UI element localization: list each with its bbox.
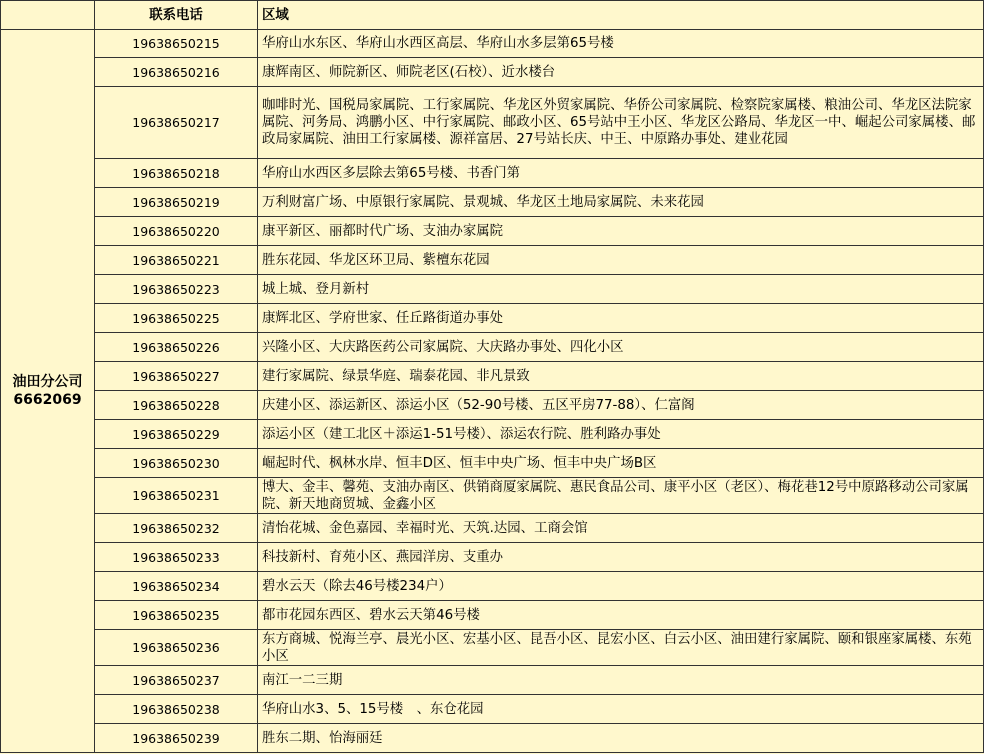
area-cell: 康平新区、丽都时代广场、支油办家属院 xyxy=(258,217,984,246)
phone-cell: 19638650234 xyxy=(95,572,258,601)
area-cell: 兴隆小区、大庆路医药公司家属院、大庆路办事处、四化小区 xyxy=(258,333,984,362)
area-cell: 清怡花城、金色嘉园、幸福时光、天筑.达园、工商会馆 xyxy=(258,514,984,543)
table-row xyxy=(1,275,984,304)
area-cell: 万利财富广场、中原银行家属院、景观城、华龙区土地局家属院、未来花园 xyxy=(258,188,984,217)
area-cell: 咖啡时光、国税局家属院、工行家属院、华龙区外贸家属院、华侨公司家属院、检察院家属楼、粮油公司、华龙区法院家属院、河务局、鸿鹏小区、中行家属院、邮政小区、65号站中王小区、华龙区公路局、华龙区一中、崛起公司家属楼、邮政局家属院、油田工行家属楼、源祥富居、27号站长庆、中王、中原路办事处、建业花园 xyxy=(258,87,984,159)
phone-cell: 19638650235 xyxy=(95,601,258,630)
area-cell: 庆建小区、添运新区、添运小区（52-90号楼、五区平房77-88）、仁富阁 xyxy=(258,391,984,420)
phone-cell: 19638650229 xyxy=(95,420,258,449)
area-cell: 科技新村、育苑小区、燕园洋房、支重办 xyxy=(258,543,984,572)
phone-cell: 19638650226 xyxy=(95,333,258,362)
header-phone: 联系电话 xyxy=(95,1,258,30)
area-cell: 都市花园东西区、碧水云天第46号楼 xyxy=(258,601,984,630)
phone-cell: 19638650231 xyxy=(95,478,258,514)
phone-cell: 19638650225 xyxy=(95,304,258,333)
area-cell: 胜东二期、怡海丽廷 xyxy=(258,724,984,753)
table-row xyxy=(1,478,984,514)
header-company-cell xyxy=(1,1,95,30)
area-cell: 华府山水东区、华府山水西区高层、华府山水多层第65号楼 xyxy=(258,30,984,58)
phone-cell: 19638650227 xyxy=(95,362,258,391)
phone-cell: 19638650232 xyxy=(95,514,258,543)
table-row xyxy=(1,601,984,630)
table-row xyxy=(1,514,984,543)
table-row xyxy=(1,304,984,333)
phone-cell: 19638650237 xyxy=(95,666,258,695)
table-row xyxy=(1,87,984,159)
table-row xyxy=(1,543,984,572)
table-row xyxy=(1,188,984,217)
area-cell: 添运小区（建工北区＋添运1-51号楼）、添运农行院、胜利路办事处 xyxy=(258,420,984,449)
table-row xyxy=(1,420,984,449)
area-cell: 华府山水西区多层除去第65号楼、书香门第 xyxy=(258,159,984,188)
table-row xyxy=(1,246,984,275)
phone-cell: 19638650216 xyxy=(95,58,258,87)
table-row xyxy=(1,217,984,246)
company-phone: 6662069 xyxy=(13,392,82,408)
table-row xyxy=(1,666,984,695)
phone-cell: 19638650217 xyxy=(95,87,258,159)
company-name: 油田分公司 xyxy=(12,374,83,390)
phone-cell: 19638650233 xyxy=(95,543,258,572)
area-cell: 东方商城、悦海兰亭、晨光小区、宏基小区、昆吾小区、昆宏小区、白云小区、油田建行家属院、颐和银座家属楼、东苑小区 xyxy=(258,630,984,666)
area-cell: 南江一二三期 xyxy=(258,666,984,695)
table-row xyxy=(1,449,984,478)
area-cell: 胜东花园、华龙区环卫局、紫檀东花园 xyxy=(258,246,984,275)
header-row xyxy=(1,1,984,30)
table-row xyxy=(1,724,984,753)
phone-cell: 19638650219 xyxy=(95,188,258,217)
phone-cell: 19638650239 xyxy=(95,724,258,753)
table-row xyxy=(1,58,984,87)
header-area: 区域 xyxy=(258,1,984,30)
table-row xyxy=(1,630,984,666)
table-row xyxy=(1,391,984,420)
phone-cell: 19638650238 xyxy=(95,695,258,724)
table-body xyxy=(1,30,984,753)
phone-cell: 19638650228 xyxy=(95,391,258,420)
area-cell: 崛起时代、枫林水岸、恒丰D区、恒丰中央广场、恒丰中央广场B区 xyxy=(258,449,984,478)
table-row xyxy=(1,159,984,188)
phone-cell: 19638650223 xyxy=(95,275,258,304)
phone-cell: 19638650230 xyxy=(95,449,258,478)
area-cell: 碧水云天（除去46号楼234户） xyxy=(258,572,984,601)
phone-cell: 19638650221 xyxy=(95,246,258,275)
phone-cell: 19638650215 xyxy=(95,30,258,58)
table-row xyxy=(1,362,984,391)
phone-cell: 19638650220 xyxy=(95,217,258,246)
area-cell: 康辉南区、师院新区、师院老区(石校）、近水楼台 xyxy=(258,58,984,87)
table-row xyxy=(1,30,984,58)
table-row xyxy=(1,695,984,724)
area-cell: 城上城、登月新村 xyxy=(258,275,984,304)
table-row xyxy=(1,333,984,362)
company-cell xyxy=(1,30,95,753)
area-cell: 华府山水3、5、15号楼 、东仓花园 xyxy=(258,695,984,724)
area-cell: 康辉北区、学府世家、任丘路街道办事处 xyxy=(258,304,984,333)
area-cell: 建行家属院、绿景华庭、瑞泰花园、非凡景致 xyxy=(258,362,984,391)
area-cell: 博大、金丰、馨苑、支油办南区、供销商厦家属院、惠民食品公司、康平小区（老区）、梅花巷12号中原路移动公司家属院、新天地商贸城、金鑫小区 xyxy=(258,478,984,514)
phone-cell: 19638650218 xyxy=(95,159,258,188)
table-row xyxy=(1,572,984,601)
phone-cell: 19638650236 xyxy=(95,630,258,666)
